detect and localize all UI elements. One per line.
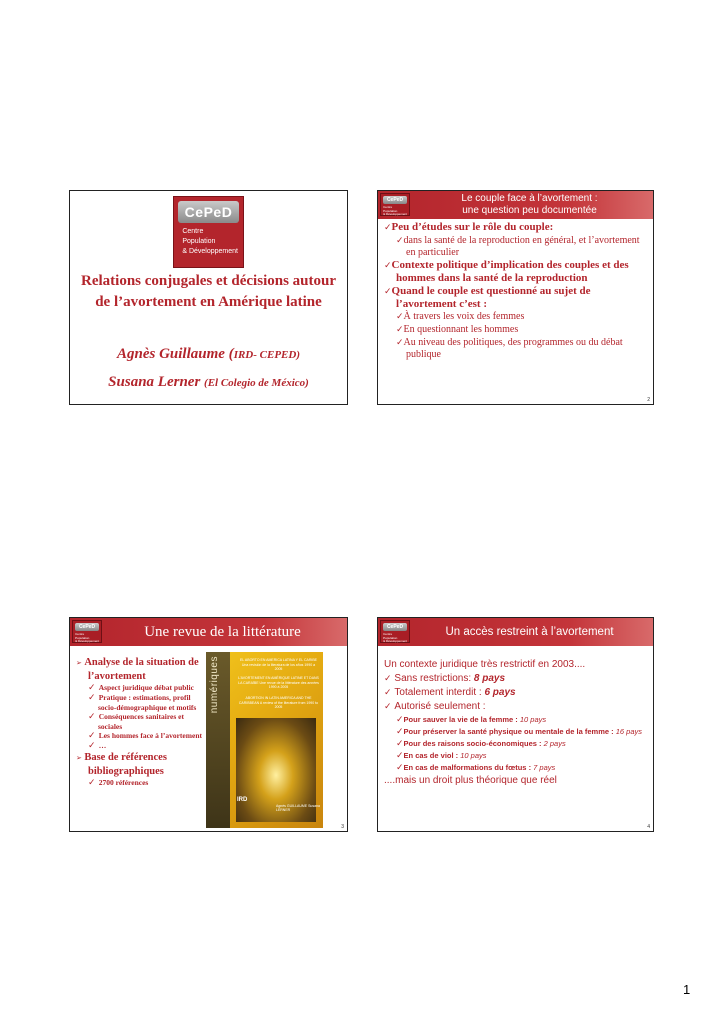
bullet-text: Peu d’études sur le rôle du couple: — [391, 221, 554, 233]
logo-line: & Développement — [75, 639, 99, 643]
check-icon: ✓ — [88, 731, 99, 741]
bullet-text: En questionnant les hommes — [403, 324, 519, 335]
bullet-l2: ✓Pour sauver la vie de la femme : 10 pays — [396, 715, 547, 725]
slide-body — [384, 658, 649, 788]
bullet-l2 — [76, 712, 204, 731]
slide-number: 3 — [341, 824, 344, 830]
slide-header — [378, 618, 653, 646]
bullet-text: Autorisé seulement : — [394, 701, 486, 712]
book-title-en: ABORTION IN LATIN AMERICA AND THE CARIBBEAN A review of the literature from 1990 to 2005 — [238, 696, 319, 709]
logo-line: Centre — [75, 632, 85, 636]
bullet-text: … — [98, 741, 107, 750]
check-icon: ✓ — [88, 778, 99, 788]
bullet-text: Base de références bibliographiques — [84, 752, 167, 777]
check-icon: ✓ — [396, 763, 404, 773]
slide-1 — [69, 190, 348, 405]
slide-header — [378, 191, 653, 219]
ceped-logo — [380, 193, 410, 216]
check-icon: ✓ — [88, 741, 99, 751]
slide-header-title: Une revue de la littérature — [144, 624, 301, 640]
author-2 — [80, 374, 337, 391]
bullet-text: Contexte politique d’implication des couples et des hommes dans la santé de la reproduction — [391, 259, 629, 284]
logo-line: Centre — [383, 632, 393, 636]
bullet-text: Sans restrictions: — [394, 673, 474, 684]
logo-name: CePeD — [75, 623, 99, 631]
bullet-l2: ✓En cas de viol : 10 pays — [396, 751, 487, 761]
slide-body — [384, 221, 649, 361]
bullet-text: En cas de viol — [403, 751, 454, 760]
slide-header — [70, 618, 347, 646]
ceped-logo — [72, 620, 102, 643]
logo-line: Centre — [182, 228, 204, 235]
check-icon: ✓ — [396, 325, 404, 335]
arrow-icon: ➢ — [76, 754, 85, 762]
logo-text — [383, 633, 407, 644]
bullet-l2 — [76, 693, 204, 712]
ceped-logo — [380, 620, 410, 643]
bullet-text: Quand le couple est questionné au sujet de l’avortement c’est : — [391, 285, 591, 310]
logo-name: CePeD — [383, 196, 407, 204]
bullet-l1 — [76, 656, 204, 683]
logo-line: Population — [75, 635, 90, 640]
check-icon: ✓ — [396, 715, 404, 725]
bullet-value: 6 pays — [484, 687, 516, 698]
bullet-l2 — [76, 741, 204, 751]
book-title-es: EL ABORTO EN AMERICA LATINA Y EL CARIBE Una revisión de la literatura de los años 1990 a 2005 — [239, 658, 318, 671]
check-icon: ✓ — [384, 287, 392, 297]
header-line: Le couple face à l’avortement : — [461, 193, 598, 204]
bullet-l2 — [76, 683, 204, 693]
author-name: Susana Lerner — [108, 374, 205, 390]
bullet-text: Pour préserver la santé physique ou mentale de la femme — [403, 727, 610, 736]
bullet-value: 16 pays — [615, 727, 642, 736]
bullet-text: Pour des raisons socio-économiques — [403, 739, 537, 748]
logo-name: CePeD — [178, 201, 239, 223]
outro-text: ....mais un droit plus théorique que réel — [384, 775, 557, 786]
check-icon: ✓ — [88, 683, 99, 693]
bullet-l2: ✓En cas de malformations du fœtus : 7 pays — [396, 763, 556, 773]
bullet-l2: ✓Pour des raisons socio-économiques : 2 pays — [396, 739, 566, 749]
slide-2 — [377, 190, 654, 405]
bullet-l2 — [384, 235, 649, 258]
bullet-l2 — [384, 337, 649, 360]
bullet-l1 — [384, 686, 649, 700]
page-number: 1 — [683, 982, 691, 997]
logo-line: Population — [182, 238, 216, 245]
bullet-text: Pratique : estimations, profil socio-démographique et motifs — [98, 693, 197, 712]
bullet-value: 2 pays — [543, 739, 566, 748]
slide-number: 4 — [647, 824, 650, 830]
check-icon: ✓ — [88, 712, 99, 722]
check-icon: ✓ — [384, 223, 392, 233]
slide-3 — [69, 617, 348, 832]
bullet-l2 — [384, 324, 649, 336]
bullet-l1 — [384, 259, 649, 284]
check-icon: ✓ — [88, 693, 99, 703]
logo-text — [75, 633, 99, 644]
author-affiliation: (El Colegio de México) — [204, 377, 309, 389]
bullet-text: Conséquences sanitaires et sociales — [98, 712, 184, 731]
bullet-l2 — [384, 311, 649, 323]
slide-4 — [377, 617, 654, 832]
bullet-text: Aspect juridique débat public — [98, 683, 194, 692]
author-affiliation: IRD- CEPED) — [233, 349, 300, 361]
intro-text: Un contexte juridique très restrictif en 2003.... — [384, 659, 586, 670]
slide-number: 2 — [647, 397, 650, 403]
book-title-fr: L’AVORTEMENT EN AMÉRIQUE LATINE ET DANS LA CARAÏBE Une revue de la littérature des années 1990 à 2005 — [238, 676, 319, 689]
bullet-text: À travers les voix des femmes — [403, 311, 525, 322]
publisher-logo: IRD — [237, 797, 248, 803]
check-icon: ✓ — [396, 338, 404, 348]
author-1 — [80, 346, 337, 363]
slide-header-title — [410, 191, 649, 219]
bullet-l1 — [384, 221, 649, 234]
check-icon: ✓ — [396, 751, 404, 761]
check-icon: ✓ — [396, 739, 404, 749]
bullet-text: Totalement interdit : — [394, 687, 485, 698]
check-icon: ✓ — [384, 261, 392, 271]
check-icon: ✓ — [384, 688, 395, 698]
check-icon: ✓ — [396, 727, 404, 737]
slide-header-title: Un accès restreint à l’avortement — [445, 626, 614, 638]
logo-text — [383, 206, 407, 217]
bullet-text: 2700 références — [98, 778, 149, 787]
bullet-l2 — [76, 778, 204, 788]
header-line: une question peu documentée — [462, 205, 597, 216]
logo-line: Population — [383, 208, 398, 213]
book-authors: Agnès GUILLAUME Susana LERNER — [276, 804, 320, 812]
bullet-l1 — [384, 672, 649, 686]
bullet-text: Les hommes face à l’avortement — [98, 731, 202, 740]
slide-body — [76, 656, 204, 788]
bullet-text: dans la santé de la reproduction en général, et l’avortement en particulier — [403, 235, 640, 258]
bullet-text: Analyse de la situation de l’avortement — [84, 657, 199, 682]
bullet-text: En cas de malformations du fœtus — [403, 763, 527, 772]
bullet-text: Pour sauver la vie de la femme — [403, 715, 514, 724]
slide-title: Relations conjugales et décisions autour de l’avortement en Amérique latine — [81, 273, 336, 310]
book-spine-text: numériques — [209, 656, 220, 714]
bullet-text: Au niveau des politiques, des programmes ou du débat publique — [403, 337, 623, 360]
logo-line: Centre — [383, 205, 393, 209]
logo-name: CePeD — [383, 623, 407, 631]
bullet-value: 10 pays — [519, 715, 547, 724]
bullet-l1 — [76, 751, 204, 778]
logo-line: Population — [383, 635, 398, 640]
bullet-value: 10 pays — [460, 751, 487, 760]
logo-line: & Développement — [383, 639, 407, 643]
ceped-logo — [173, 196, 244, 268]
check-icon: ✓ — [384, 674, 395, 684]
bullet-l1 — [384, 285, 649, 310]
logo-line: & Développement — [383, 212, 407, 216]
logo-line: & Développement — [182, 248, 238, 255]
check-icon: ✓ — [384, 702, 395, 712]
bullet-l1 — [384, 700, 649, 714]
bullet-value: 8 pays — [473, 673, 506, 684]
check-icon: ✓ — [396, 236, 404, 246]
author-name: Agnès Guillaume ( — [117, 346, 234, 362]
logo-text — [182, 227, 238, 257]
book-cover-image — [206, 652, 323, 828]
bullet-value: 7 pays — [533, 763, 556, 772]
check-icon: ✓ — [396, 312, 404, 322]
arrow-icon: ➢ — [76, 659, 85, 667]
bullet-l2 — [76, 731, 204, 741]
bullet-l2: ✓Pour préserver la santé physique ou mentale de la femme : 16 pays — [396, 727, 642, 737]
